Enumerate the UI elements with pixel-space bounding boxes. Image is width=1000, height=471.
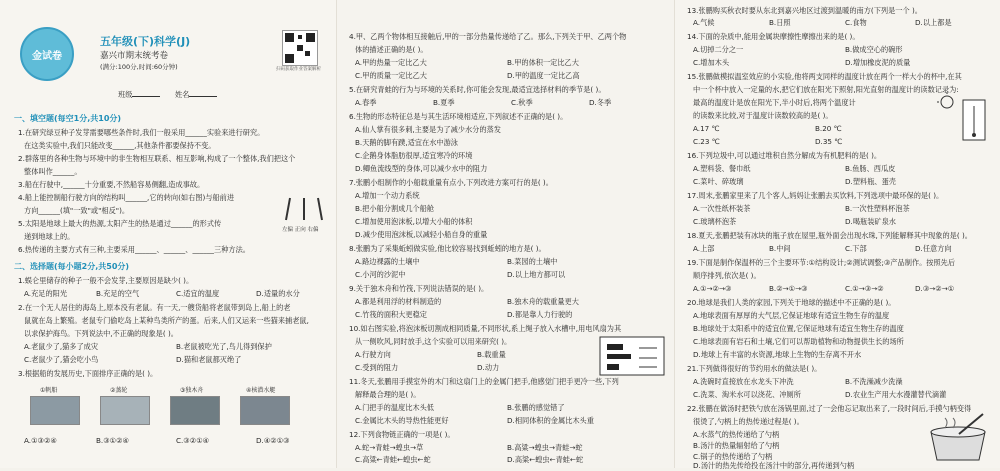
boat-caption-2: ②蒸轮: [110, 387, 128, 394]
option-13c[interactable]: C.增加使用泡沫板,以增大小船的体积: [355, 217, 473, 226]
option-27a[interactable]: A.洗碗时直接放在水龙头下冲洗: [693, 377, 794, 386]
option-20c[interactable]: C.增加木头: [693, 58, 730, 67]
option-23a[interactable]: A.一次性纸杯装茶: [693, 204, 751, 213]
option-7a[interactable]: A.充足的阳光: [24, 289, 68, 298]
question-8-cont2: 以求保护海鸟。下列说法中,不正确的现象是( )。: [24, 329, 178, 338]
question-17: 11.冬天,张鹏用手摸室外的木门和这扇门上的金属门把手,他感觉门把手更冷一些,下列: [349, 377, 619, 386]
option-22a[interactable]: A.塑料袋、餐巾纸: [693, 164, 751, 173]
page-column-3: [674, 0, 1000, 468]
question-21: 15.张鹏做模拟温室效应的小实验,他将两支同样的温度计放在两个一样大小的杯中,在其: [687, 72, 962, 81]
option-12b[interactable]: B.天鹅的脚有蹼,适宜在水中游泳: [355, 138, 458, 147]
option-25b[interactable]: B.②→①→③: [769, 284, 808, 293]
option-25a[interactable]: A.①→②→③: [693, 284, 732, 293]
option-10a[interactable]: A.甲的热量一定比乙大: [355, 58, 427, 67]
question-24: 18.夏天,张鹏把装有冰块的瓶子放在屋里,瓶外面会出现水珠,下列能解释其中现象的是( )。: [687, 231, 972, 240]
rudder-caption: 左偏 正向 右偏: [282, 227, 319, 233]
logo: [20, 27, 74, 81]
option-8b[interactable]: B.老鼠被吃光了,鸟儿得到保护: [176, 342, 272, 351]
question-4: 4.船上能控制船行驶方向的结构叫______,它的转向(如右图)与船前进: [18, 193, 235, 202]
question-28-cont: 很烫了,勺柄上的热传递过程是( )。: [693, 417, 804, 426]
option-19c[interactable]: C.食物: [845, 18, 867, 27]
option-9d[interactable]: D.④②①③: [256, 436, 290, 445]
option-22c[interactable]: C.菜叶、碎玻璃: [693, 177, 744, 186]
option-17a[interactable]: A.门把手的温度比木头低: [355, 403, 434, 412]
question-28: 22.张鹏在做汤时把铁勺放在汤锅里面,过了一会他忘记取出来了,一段时间后,手摸勺柄变得: [687, 404, 972, 413]
option-16b[interactable]: B.载重量: [477, 350, 506, 359]
option-28c[interactable]: C.锅子的热传递给了勺柄: [693, 452, 773, 461]
submarine-photo: [240, 396, 290, 425]
sailboat-photo: [30, 396, 80, 425]
option-21a[interactable]: A.17 ℃: [693, 124, 720, 133]
question-11: 5.在研究青蛙的行为与环境的关系时,你可能会发现,最适宜选择材料的季节是( )。: [349, 85, 606, 94]
option-12a[interactable]: A.仙人掌有很多刺,主要是为了减少水分的蒸发: [355, 125, 501, 134]
question-2: 2.群落里的各种生物与环境中的非生物相互联系、相互影响,构成了一个整体,我们把这个: [18, 154, 296, 163]
question-21-cont3: 的读数来比较,对于温度计读数较高的是( )。: [693, 111, 833, 120]
option-21d[interactable]: D.35 ℃: [815, 137, 843, 146]
option-13d[interactable]: D.减少使用泡沫板,以减轻小船自身的重量: [355, 230, 488, 239]
exam-title: 嘉兴市期末统考卷: [100, 51, 169, 61]
question-17-cont: 解释最合理的是( )。: [355, 390, 421, 399]
option-21c[interactable]: C.23 ℃: [693, 137, 720, 146]
question-5: 5.太阳是地球上最大的热源,太阳产生的热是通过______的形式传: [18, 219, 222, 228]
option-26d[interactable]: D.地球上有丰富的水资源,地球上生物的生存离不开水: [693, 350, 862, 359]
option-15b[interactable]: B.独木舟的载重量更大: [507, 297, 579, 306]
question-7: 1.蜈仑里储存的种子一般不会发芽,主要原因是缺少( )。: [18, 276, 194, 285]
greenhouse-diagram: [937, 92, 993, 146]
question-19: 13.张鹏购买秋衣时要从东北到嘉兴地区过渡到温暖的南方(下列是一个 )。: [687, 6, 922, 15]
option-20d[interactable]: D.增加橡皮泥的质量: [845, 58, 911, 67]
option-25c[interactable]: C.①→③→②: [845, 284, 884, 293]
option-11b[interactable]: B.夏季: [433, 98, 455, 107]
option-20b[interactable]: B.做成空心的碗形: [845, 45, 903, 54]
option-16d[interactable]: D.动力: [477, 363, 500, 372]
question-21-cont2: 最高的温度计是放在阳光下,半小时后,将两个温度计: [693, 98, 856, 107]
qr-code[interactable]: [282, 30, 318, 66]
name-label: 姓名: [175, 90, 217, 99]
boat-caption-3: ③独木舟: [180, 387, 204, 394]
question-14: 8.张鹏为了采集蚯蚓做实验,他比较容易找到蚯蚓的地方是( )。: [349, 244, 546, 253]
option-15a[interactable]: A.都是利用浮的材料制造的: [355, 297, 442, 306]
option-21b[interactable]: B.20 ℃: [815, 124, 842, 133]
option-17b[interactable]: B.张鹏的感觉错了: [507, 403, 565, 412]
question-1: 1.在研究绿豆种子发芽需要哪些条件时,我们一般采用______实验来进行研究。: [18, 128, 265, 137]
question-8-cont: 鼠就在岛上繁殖。老鼠专门偷吃岛上某种鸟类所产的蛋。后来,人们又运来一些猫来捕老鼠,: [24, 316, 309, 325]
rudder-diagram: [282, 196, 328, 226]
option-9c[interactable]: C.③②①④: [176, 436, 210, 445]
option-9b[interactable]: B.③①②④: [96, 436, 129, 445]
option-17c[interactable]: C.金属比木头的导热性能更好: [355, 416, 449, 425]
option-12d[interactable]: D.鲫鱼流线型的身体,可以减少水中的阻力: [355, 164, 488, 173]
option-28b[interactable]: B.汤汁的热量辐射给了勺柄: [693, 441, 780, 450]
option-14b[interactable]: B.菜园的土壤中: [507, 257, 558, 266]
option-15c[interactable]: C.竹筏的面积大更稳定: [355, 310, 427, 319]
option-10d[interactable]: D.甲的温度一定比乙高: [507, 71, 580, 80]
question-5-cont: 递到地球上的。: [24, 232, 75, 241]
option-16a[interactable]: A.行驶方向: [355, 350, 391, 359]
option-14c[interactable]: C.小河的沙泥中: [355, 270, 406, 279]
option-8d[interactable]: D.猫和老鼠都灭绝了: [176, 355, 242, 364]
canoe-photo: [170, 396, 220, 425]
question-26: 20.地球是我们人类的家园,下列关于地球的描述中不正确的是( )。: [687, 298, 896, 307]
option-12c[interactable]: C.企鹅身体脂肪很厚,适宜寒冷的环境: [355, 151, 473, 160]
wind-experiment-diagram: [599, 336, 665, 376]
option-27c[interactable]: C.洗菜、淘米水可以浇花、冲厕所: [693, 390, 801, 399]
boat-caption-4: ④核潜水艇: [246, 387, 276, 394]
option-9a[interactable]: A.①③②④: [24, 436, 57, 445]
option-22d[interactable]: D.塑料瓶、蛋壳: [845, 177, 896, 186]
option-18c[interactable]: C.高粱←青蛙←蝗虫←蛇: [355, 455, 431, 464]
option-28a[interactable]: A.水蒸气的热传递给了勺柄: [693, 430, 780, 439]
option-14a[interactable]: A.路边裸露的土壤中: [355, 257, 420, 266]
section-fill-blank: 一、填空题(每空1分,共10分): [14, 114, 122, 123]
pot-spoon-diagram: [925, 412, 991, 464]
question-1-cont: 在这类实验中,我们只能改变______,其他条件都要保持不变。: [24, 141, 216, 150]
option-16c[interactable]: C.受到的阻力: [355, 363, 399, 372]
option-19b[interactable]: B.日照: [769, 18, 791, 27]
question-10-cont: 体的描述正确的是( )。: [355, 45, 428, 54]
question-9: 3.根据船的发展历史,下面排序正确的是( )。: [18, 369, 158, 378]
option-20a[interactable]: A.切掉二分之一: [693, 45, 744, 54]
option-13a[interactable]: A.增加一个动力系统: [355, 191, 420, 200]
question-2-cont: 整体叫作______。: [24, 167, 82, 176]
question-4-cont: 方向______(填"一致"或"相反")。: [24, 206, 130, 215]
option-28d[interactable]: D.汤汁的热先传给投在汤汁中的部分,再传递到勺柄: [693, 461, 855, 470]
option-8c[interactable]: C.老鼠少了,猫会吃小鸟: [24, 355, 99, 364]
question-15: 9.关于独木舟和竹筏,下列说法错误的是( )。: [349, 284, 489, 293]
page-column-1: [0, 0, 336, 468]
question-21-cont: 中一个杯中放入一定量的水,把它们放在阳光下照射,阳光直射的温度计的读数记录为:: [693, 85, 959, 94]
option-14d[interactable]: D.以上地方都可以: [507, 270, 566, 279]
option-23d[interactable]: D.喝瓶装矿泉水: [845, 217, 896, 226]
option-7d[interactable]: D.适量的水分: [256, 289, 300, 298]
question-10: 4.甲、乙两个物体相互接触后,甲的一部分热量传递给了乙。那么,下列关于甲、乙两个物: [349, 32, 627, 41]
option-18d[interactable]: D.高粱←蝗虫←青蛙←蛇: [507, 455, 584, 464]
option-10b[interactable]: B.甲的体积一定比乙大: [507, 58, 579, 67]
option-24a[interactable]: A.上部: [693, 244, 715, 253]
option-23b[interactable]: B.一次性塑料杯泡茶: [845, 204, 910, 213]
option-18b[interactable]: B.高粱→蝗虫→青蛙→蛇: [507, 443, 583, 452]
question-18: 12.下列食物链正确的一项是( )。: [349, 430, 455, 439]
question-25-cont: 顺序排列,依次是( )。: [693, 271, 761, 280]
option-19a[interactable]: A.气候: [693, 18, 715, 27]
option-26b[interactable]: B.地球处于太阳系中的适宜位置,它保证地球有适宜生物生存的温度: [693, 324, 904, 333]
option-22b[interactable]: B.鱼肠、西瓜皮: [845, 164, 896, 173]
question-12: 6.生物的形态特征总是与其生活环境相适应,下列叙述不正确的是( )。: [349, 112, 568, 121]
option-27b[interactable]: B.不洗澡减少洗澡: [845, 377, 903, 386]
question-25: 19.下面是制作保温杯的三个主要环节:①结构设计;②测试调整;③产品制作。按照先后: [687, 258, 956, 267]
option-7c[interactable]: C.适宜的温度: [176, 289, 220, 298]
question-13: 7.张鹏小组制作的小船载重量有点小,下列改进方案可行的是( )。: [349, 178, 553, 187]
qr-caption: 扫码获取作业答案解析: [276, 67, 321, 72]
option-11d[interactable]: D.冬季: [589, 98, 612, 107]
option-18a[interactable]: A.蛇→青蛙→蝗虫→草: [355, 443, 424, 452]
question-23: 17.周末,张鹏家里来了几个客人,妈妈让张鹏去买饮料,下列选项中最环保的是( )。: [687, 191, 944, 200]
question-16: 10.如右图实验,将泡沫板切割成相同质量,不同形状,系上绳子放入水槽中,用电风扇为其: [349, 324, 622, 333]
option-27d[interactable]: D.农业生产用大水漫灌替代滴灌: [845, 390, 947, 399]
question-16-cont: 从一侧吹风,同时放手,这个实验可以用来研究( )。: [355, 337, 512, 346]
option-11a[interactable]: A.春季: [355, 98, 377, 107]
question-6: 6.热传递的主要方式有三种,主要采用______、______、______三种方法。: [18, 245, 250, 254]
option-13b[interactable]: B.把小船分割成几个船舱: [355, 204, 435, 213]
option-24c[interactable]: C.下部: [845, 244, 867, 253]
grade-title: 五年级(下)科学(J): [100, 35, 191, 48]
option-10c[interactable]: C.甲的质量一定比乙大: [355, 71, 427, 80]
option-7b[interactable]: B.充足的空气: [96, 289, 140, 298]
exam-note: (满分:100分,时间:60分钟): [100, 63, 178, 71]
question-27: 21.下列做得很好的节约用水的做法是( )。: [687, 364, 822, 373]
option-23c[interactable]: C.玻璃杯泡茶: [693, 217, 737, 226]
option-15d[interactable]: D.都是靠人力行驶的: [507, 310, 573, 319]
option-11c[interactable]: C.秋季: [511, 98, 533, 107]
option-17d[interactable]: D.相同体积的金属比木头重: [507, 416, 594, 425]
question-8: 2.在一个无人居住的海岛上,原本没有老鼠。有一天,一艘货船将老鼠带到岛上,船上的老: [18, 303, 291, 312]
option-25d[interactable]: D.③→②→①: [915, 284, 955, 293]
logo-text: 金试卷: [32, 51, 62, 62]
question-20: 14.下面的杂质中,能用金属块摩擦性摩擦出来的是( )。: [687, 32, 860, 41]
question-22: 16.下列垃圾中,可以通过堆积自然分解成为有机肥料的是( )。: [687, 151, 882, 160]
option-26c[interactable]: C.地球表面有岩石和土壤,它们可以帮助植物和动物提供生长的场所: [693, 337, 904, 346]
option-26a[interactable]: A.地球表面有厚厚的大气层,它保证地球有适宜生物生存的温度: [693, 311, 890, 320]
option-19d[interactable]: D.以上都是: [915, 18, 952, 27]
question-3: 3.船在行驶中,______十分重要,不然船容易侧翻,造成事故。: [18, 180, 205, 189]
option-8a[interactable]: A.老鼠少了,猫多了成灾: [24, 342, 99, 351]
steamship-photo: [100, 396, 150, 425]
option-24b[interactable]: B.中间: [769, 244, 791, 253]
page-column-2: [336, 0, 675, 468]
boat-caption-1: ①帆船: [40, 387, 58, 394]
section-choice: 二、选择题(每小题2分,共50分): [14, 262, 130, 271]
option-24d[interactable]: D.任意方向: [915, 244, 952, 253]
class-label: 班级: [118, 90, 160, 99]
